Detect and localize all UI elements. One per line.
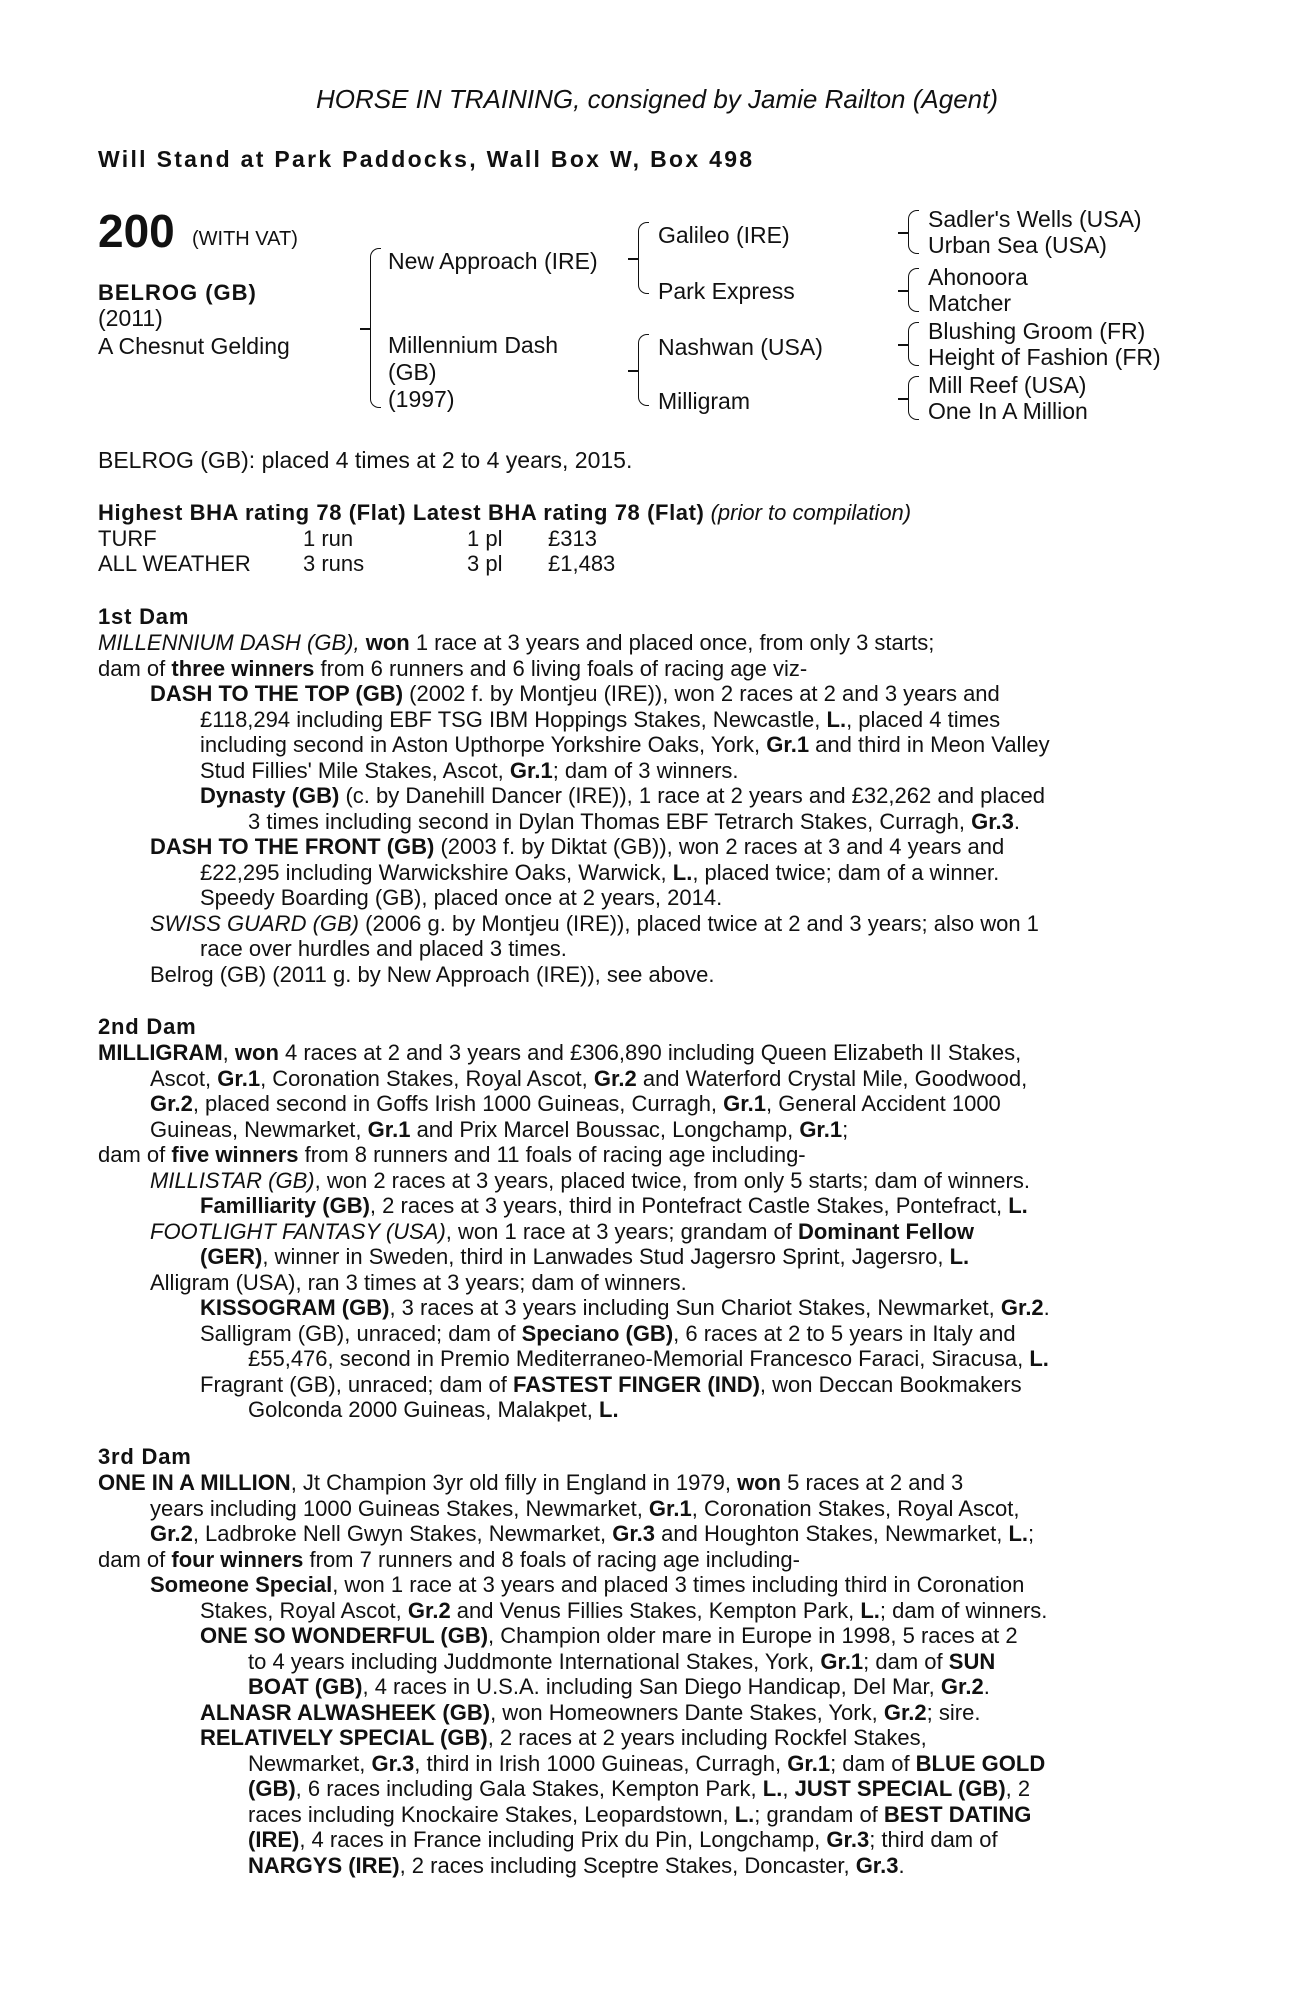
- entry-continued: Gr.2, Ladbroke Nell Gwyn Stakes, Newmarket, Gr.3 and Houghton Stakes, Newmarket, L.;: [150, 1521, 1035, 1546]
- third-dam-heading: 3rd Dam: [98, 1444, 192, 1469]
- entry-continued: Guineas, Newmarket, Gr.1 and Prix Marcel Boussac, Longchamp, Gr.1;: [150, 1116, 849, 1142]
- pedigree-gg8: One In A Million: [928, 398, 1088, 424]
- entry-continued: including second in Aston Upthorpe Yorkshire Oaks, York, Gr.1 and third in Meon Valley: [200, 732, 1050, 757]
- entry-continued: years including 1000 Guineas Stakes, Newmarket, Gr.1, Coronation Stakes, Royal Ascot,: [150, 1495, 1020, 1521]
- rating-text: Highest BHA rating 78 (Flat) Latest BHA rating 78 (Flat): [98, 500, 705, 525]
- entry-speedy-boarding: Speedy Boarding (GB), placed once at 2 years, 2014.: [200, 885, 723, 910]
- brace-g4: [908, 376, 919, 420]
- entry-relatively-special: RELATIVELY SPECIAL (GB), 2 races at 2 years including Rockfel Stakes,: [200, 1725, 927, 1750]
- entry-dam-of: dam of five winners from 8 runners and 11 foals of racing age including-: [98, 1142, 806, 1167]
- brace-dam-parents: [638, 334, 649, 406]
- entry-alligram: Alligram (USA), ran 3 times at 3 years; dam of winners.: [150, 1269, 687, 1295]
- first-dam-heading: 1st Dam: [98, 604, 190, 629]
- entry-dynasty: Dynasty (GB) (c. by Danehill Dancer (IRE)), 1 race at 2 years and £32,262 and placed: [200, 783, 1045, 808]
- entry-belrog: Belrog (GB) (2011 g. by New Approach (IRE)), see above.: [150, 961, 715, 987]
- pedigree-dam-dam: Milligram: [658, 388, 750, 414]
- entry-milligram: MILLIGRAM, won 4 races at 2 and 3 years and £306,890 including Queen Elizabeth II Stakes,: [98, 1040, 1022, 1065]
- record-prize: £1,483: [548, 551, 616, 576]
- brace-sire-parents: [638, 222, 649, 294]
- race-summary: BELROG (GB): placed 4 times at 2 to 4 years, 2015.: [98, 447, 633, 473]
- pedigree-sire: New Approach (IRE): [388, 248, 598, 274]
- entry-continued: to 4 years including Juddmonte International Stakes, York, Gr.1; dam of SUN: [248, 1648, 996, 1674]
- second-dam-heading: 2nd Dam: [98, 1014, 197, 1039]
- second-dam-entries: [98, 1040, 1206, 1423]
- record-surface: TURF: [98, 526, 157, 551]
- entry-millistar: MILLISTAR (GB), won 2 races at 3 years, placed twice, from only 5 starts; dam of winners.: [150, 1167, 1030, 1193]
- record-prize: £313: [548, 526, 597, 551]
- pedigree-dam-origin: (GB): [388, 359, 437, 385]
- entry-dash-to-the-front: DASH TO THE FRONT (GB) (2003 f. by Diktat (GB)), won 2 races at 3 and 4 years and: [150, 834, 1005, 859]
- record-surface: ALL WEATHER: [98, 551, 251, 576]
- entry-continued: Ascot, Gr.1, Coronation Stakes, Royal Ascot, Gr.2 and Waterford Crystal Mile, Goodwood,: [150, 1065, 1028, 1091]
- entry-one-in-a-million: ONE IN A MILLION, Jt Champion 3yr old filly in England in 1979, won 5 races at 2 and 3: [98, 1470, 964, 1495]
- brace-g1: [908, 210, 919, 254]
- pedigree-dam-sire: Nashwan (USA): [658, 334, 823, 360]
- entry-salligram: Salligram (GB), unraced; dam of Speciano (GB), 6 races at 2 to 5 years in Italy and: [200, 1320, 1016, 1346]
- entry-fragrant: Fragrant (GB), unraced; dam of FASTEST FINGER (IND), won Deccan Bookmakers: [200, 1371, 1022, 1397]
- pedigree-sire-sire: Galileo (IRE): [658, 222, 790, 248]
- pedigree-sire-dam: Park Express: [658, 278, 795, 304]
- horse-name: BELROG (GB): [98, 280, 257, 305]
- entry-continued: Newmarket, Gr.3, third in Irish 1000 Guineas, Curragh, Gr.1; dam of BLUE GOLD: [248, 1750, 1046, 1776]
- entry-dash-to-the-top: DASH TO THE TOP (GB) (2002 f. by Montjeu (IRE)), won 2 races at 2 and 3 years and: [150, 681, 1000, 706]
- entry-continued: (IRE), 4 races in France including Prix du Pin, Longchamp, Gr.3; third dam of: [248, 1827, 998, 1852]
- entry-continued: £118,294 including EBF TSG IBM Hoppings Stakes, Newcastle, L., placed 4 times: [200, 706, 1001, 732]
- pedigree-dam-name: Millennium Dash: [388, 332, 559, 358]
- record-runs: 3 runs: [303, 551, 365, 576]
- pedigree-gg4: Matcher: [928, 290, 1012, 316]
- entry-continued: race over hurdles and placed 3 times.: [200, 936, 567, 961]
- pedigree-dam-year: (1997): [388, 386, 455, 412]
- first-dam-entries: [98, 630, 1206, 987]
- brace-g3: [908, 322, 919, 366]
- entry-continued: £55,476, second in Premio Mediterraneo-Memorial Francesco Faraci, Siracusa, L.: [248, 1346, 1049, 1371]
- record-placed: 3 pl: [467, 551, 503, 576]
- pedigree-gg2: Urban Sea (USA): [928, 232, 1107, 258]
- entry-continued: races including Knockaire Stakes, Leopardstown, L.; grandam of BEST DATING: [248, 1801, 1032, 1827]
- record-placed: 1 pl: [467, 526, 503, 551]
- entry-continued: BOAT (GB), 4 races in U.S.A. including San Diego Handicap, Del Mar, Gr.2.: [248, 1674, 990, 1699]
- entry-kissogram: KISSOGRAM (GB), 3 races at 3 years including Sun Chariot Stakes, Newmarket, Gr.2.: [200, 1295, 1050, 1320]
- entry-continued: Stud Fillies' Mile Stakes, Ascot, Gr.1; dam of 3 winners.: [200, 757, 739, 783]
- pedigree-gg5: Blushing Groom (FR): [928, 318, 1146, 344]
- brace-parents: [370, 248, 381, 408]
- entry-continued: £22,295 including Warwickshire Oaks, Warwick, L., placed twice; dam of a winner.: [200, 859, 1000, 885]
- entry-continued: Gr.2, placed second in Goffs Irish 1000 Guineas, Curragh, Gr.1, General Accident 1000: [150, 1091, 1001, 1116]
- foaling-year: (2011): [98, 305, 163, 331]
- entry-continued: 3 times including second in Dylan Thomas EBF Tetrarch Stakes, Curragh, Gr.3.: [248, 808, 1021, 834]
- pedigree-gg3: Ahonoora: [928, 264, 1028, 290]
- entry-alnasr-alwasheek: ALNASR ALWASHEEK (GB), won Homeowners Dante Stakes, York, Gr.2; sire.: [200, 1699, 981, 1725]
- stand-location: Will Stand at Park Paddocks, Wall Box W, Box 498: [98, 146, 755, 172]
- pedigree-gg6: Height of Fashion (FR): [928, 344, 1161, 370]
- entry-footlight-fantasy: FOOTLIGHT FANTASY (USA), won 1 race at 3 years; grandam of Dominant Fellow: [150, 1218, 974, 1244]
- vat-label: (WITH VAT): [192, 228, 298, 250]
- entry-continued: Stakes, Royal Ascot, Gr.2 and Venus Fillies Stakes, Kempton Park, L.; dam of winners.: [200, 1597, 1048, 1623]
- third-dam-entries: [98, 1470, 1206, 1878]
- pedigree-gg1: Sadler's Wells (USA): [928, 206, 1142, 232]
- rating-note: (prior to compilation): [710, 500, 912, 525]
- entry-continued: NARGYS (IRE), 2 races including Sceptre Stakes, Doncaster, Gr.3.: [248, 1852, 905, 1878]
- rating-line: [98, 500, 911, 526]
- entry-dam-of: dam of three winners from 6 runners and 6 living foals of racing age viz-: [98, 655, 808, 681]
- brace-g2: [908, 268, 919, 312]
- lot-number: 200: [98, 205, 175, 257]
- entry-continued: Golconda 2000 Guineas, Malakpet, L.: [248, 1397, 619, 1422]
- entry-someone-special: Someone Special, won 1 race at 3 years and placed 3 times including third in Coronation: [150, 1572, 1025, 1597]
- entry-millennium-dash: MILLENNIUM DASH (GB), won 1 race at 3 years and placed once, from only 3 starts;: [98, 630, 935, 655]
- entry-familliarity: Familliarity (GB), 2 races at 3 years, third in Pontefract Castle Stakes, Pontefract, L.: [200, 1193, 1028, 1218]
- entry-continued: (GB), 6 races including Gala Stakes, Kempton Park, L., JUST SPECIAL (GB), 2: [248, 1776, 1031, 1801]
- record-runs: 1 run: [303, 526, 354, 551]
- entry-continued: (GER), winner in Sweden, third in Lanwades Stud Jagersro Sprint, Jagersro, L.: [200, 1244, 970, 1269]
- entry-dam-of: dam of four winners from 7 runners and 8 foals of racing age including-: [98, 1546, 800, 1572]
- entry-one-so-wonderful: ONE SO WONDERFUL (GB), Champion older mare in Europe in 1998, 5 races at 2: [200, 1623, 1018, 1648]
- entry-swiss-guard: SWISS GUARD (GB) (2006 g. by Montjeu (IRE)), placed twice at 2 and 3 years; also won 1: [150, 910, 1039, 936]
- horse-description: A Chesnut Gelding: [98, 333, 290, 359]
- catalogue-heading: HORSE IN TRAINING, consigned by Jamie Railton (Agent): [315, 84, 999, 114]
- pedigree-gg7: Mill Reef (USA): [928, 372, 1087, 398]
